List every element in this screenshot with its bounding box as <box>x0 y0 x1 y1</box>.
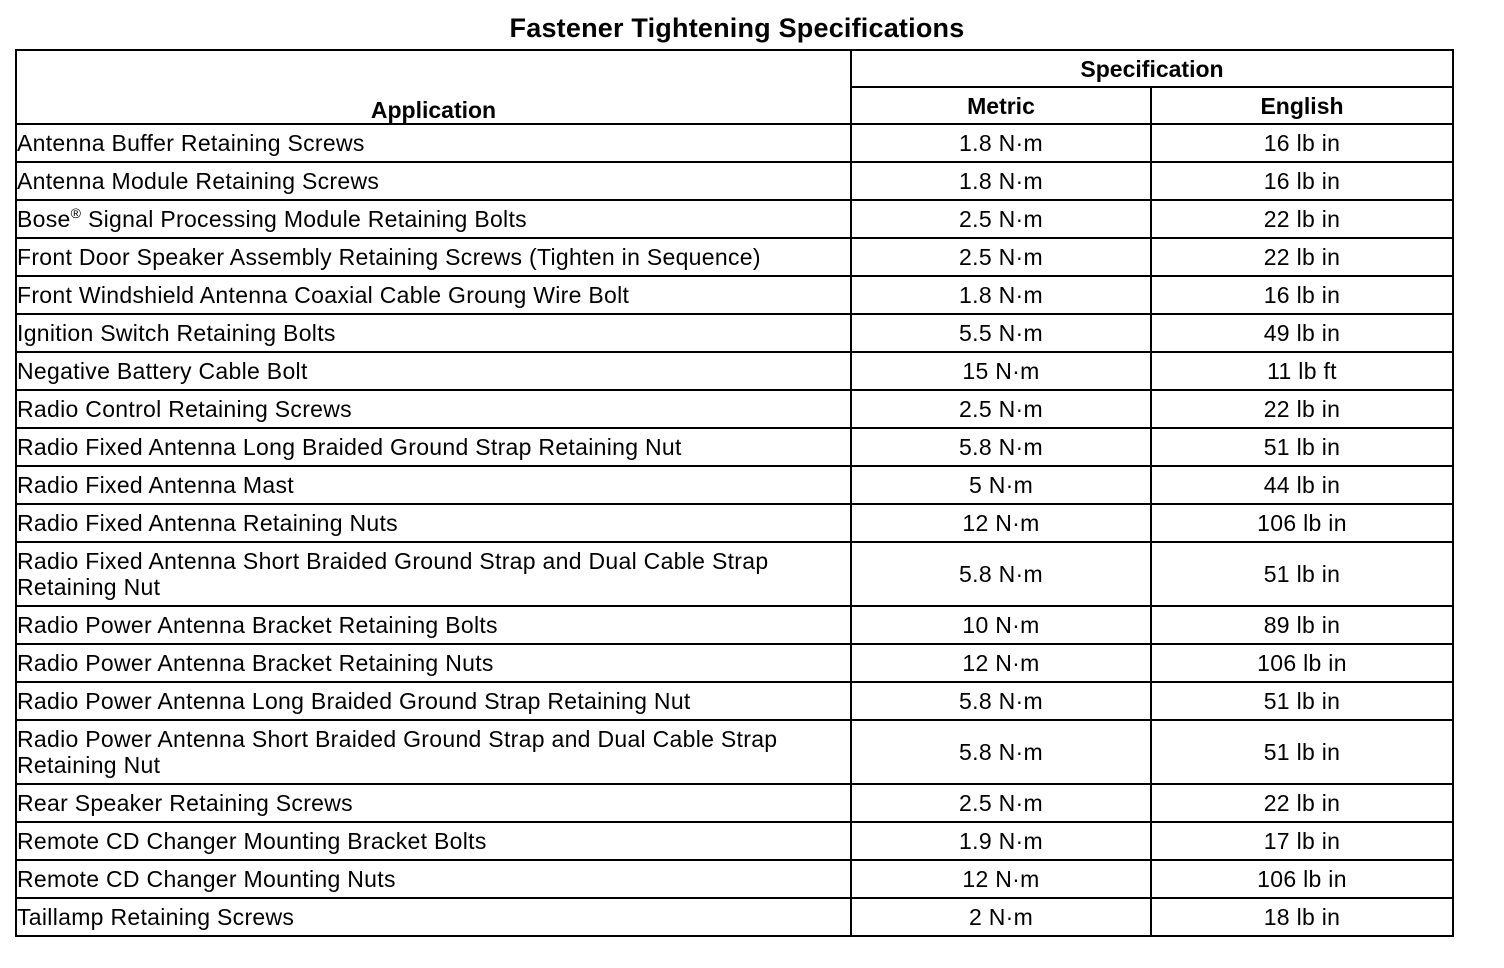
metric-cell: 2.5 N·m <box>851 784 1151 822</box>
table-row <box>16 784 1453 822</box>
metric-cell: 5 N·m <box>851 466 1151 504</box>
table-row <box>16 238 1453 276</box>
metric-cell: 12 N·m <box>851 644 1151 682</box>
english-cell: 51 lb in <box>1151 682 1453 720</box>
table-row <box>16 314 1453 352</box>
english-cell: 106 lb in <box>1151 860 1453 898</box>
table-row <box>16 822 1453 860</box>
english-cell: 89 lb in <box>1151 606 1453 644</box>
metric-cell: 5.5 N·m <box>851 314 1151 352</box>
english-cell: 18 lb in <box>1151 898 1453 936</box>
application-cell: Radio Power Antenna Long Braided Ground Strap Retaining Nut <box>16 682 851 720</box>
metric-cell: 2.5 N·m <box>851 238 1151 276</box>
application-cell: Radio Power Antenna Short Braided Ground Strap and Dual Cable Strap Retaining Nut <box>16 720 851 784</box>
table-body <box>16 124 1453 936</box>
metric-cell: 10 N·m <box>851 606 1151 644</box>
application-text-rest: Signal Processing Module Retaining Bolts <box>81 206 527 232</box>
english-cell: 17 lb in <box>1151 822 1453 860</box>
application-cell: Radio Fixed Antenna Short Braided Ground Strap and Dual Cable Strap Retaining Nut <box>16 542 851 606</box>
table-row <box>16 466 1453 504</box>
table-row <box>16 542 1453 606</box>
english-cell: 22 lb in <box>1151 200 1453 238</box>
english-cell: 22 lb in <box>1151 390 1453 428</box>
metric-cell: 15 N·m <box>851 352 1151 390</box>
table-row <box>16 898 1453 936</box>
table-row <box>16 720 1453 784</box>
english-column-header: English <box>1151 87 1453 124</box>
metric-cell: 12 N·m <box>851 860 1151 898</box>
table-row <box>16 606 1453 644</box>
application-cell: Remote CD Changer Mounting Nuts <box>16 860 851 898</box>
application-cell <box>16 200 851 238</box>
application-cell: Radio Power Antenna Bracket Retaining Bolts <box>16 606 851 644</box>
table-row <box>16 682 1453 720</box>
metric-cell: 1.8 N·m <box>851 162 1151 200</box>
application-text: Bose <box>17 206 71 232</box>
application-column-header: Application <box>16 50 851 124</box>
application-cell: Rear Speaker Retaining Screws <box>16 784 851 822</box>
metric-cell: 2.5 N·m <box>851 390 1151 428</box>
metric-cell: 5.8 N·m <box>851 720 1151 784</box>
metric-cell: 2.5 N·m <box>851 200 1151 238</box>
metric-cell: 1.9 N·m <box>851 822 1151 860</box>
fastener-spec-table <box>15 49 1454 937</box>
page-title: Fastener Tightening Specifications <box>509 13 965 43</box>
application-cell: Radio Power Antenna Bracket Retaining Nuts <box>16 644 851 682</box>
table-row <box>16 276 1453 314</box>
metric-cell: 2 N·m <box>851 898 1151 936</box>
metric-cell: 1.8 N·m <box>851 276 1151 314</box>
english-cell: 16 lb in <box>1151 124 1453 162</box>
application-cell: Taillamp Retaining Screws <box>16 898 851 936</box>
metric-cell: 5.8 N·m <box>851 428 1151 466</box>
application-cell: Radio Fixed Antenna Retaining Nuts <box>16 504 851 542</box>
table-row <box>16 124 1453 162</box>
table-row <box>16 644 1453 682</box>
table-row <box>16 390 1453 428</box>
english-cell: 51 lb in <box>1151 542 1453 606</box>
application-cell: Antenna Module Retaining Screws <box>16 162 851 200</box>
table-header <box>16 50 1453 124</box>
application-cell: Radio Fixed Antenna Mast <box>16 466 851 504</box>
english-cell: 106 lb in <box>1151 504 1453 542</box>
table-row <box>16 428 1453 466</box>
table-row <box>16 352 1453 390</box>
application-cell: Front Door Speaker Assembly Retaining Screws (Tighten in Sequence) <box>16 238 851 276</box>
application-cell: Radio Fixed Antenna Long Braided Ground Strap Retaining Nut <box>16 428 851 466</box>
english-cell: 49 lb in <box>1151 314 1453 352</box>
english-cell: 51 lb in <box>1151 428 1453 466</box>
registered-mark: ® <box>70 205 82 221</box>
application-cell: Remote CD Changer Mounting Bracket Bolts <box>16 822 851 860</box>
english-cell: 51 lb in <box>1151 720 1453 784</box>
english-cell: 16 lb in <box>1151 276 1453 314</box>
application-cell: Radio Control Retaining Screws <box>16 390 851 428</box>
metric-cell: 5.8 N·m <box>851 542 1151 606</box>
metric-cell: 5.8 N·m <box>851 682 1151 720</box>
english-cell: 16 lb in <box>1151 162 1453 200</box>
table-row <box>16 200 1453 238</box>
application-cell: Ignition Switch Retaining Bolts <box>16 314 851 352</box>
metric-cell: 1.8 N·m <box>851 124 1151 162</box>
application-cell: Antenna Buffer Retaining Screws <box>16 124 851 162</box>
english-cell: 106 lb in <box>1151 644 1453 682</box>
application-cell: Front Windshield Antenna Coaxial Cable Groung Wire Bolt <box>16 276 851 314</box>
english-cell: 22 lb in <box>1151 238 1453 276</box>
specification-column-header: Specification <box>851 50 1453 87</box>
header-row-top <box>16 50 1453 87</box>
english-cell: 44 lb in <box>1151 466 1453 504</box>
table-row <box>16 162 1453 200</box>
english-cell: 22 lb in <box>1151 784 1453 822</box>
table-row <box>16 860 1453 898</box>
metric-column-header: Metric <box>851 87 1151 124</box>
table-row <box>16 504 1453 542</box>
application-cell: Negative Battery Cable Bolt <box>16 352 851 390</box>
metric-cell: 12 N·m <box>851 504 1151 542</box>
english-cell: 11 lb ft <box>1151 352 1453 390</box>
